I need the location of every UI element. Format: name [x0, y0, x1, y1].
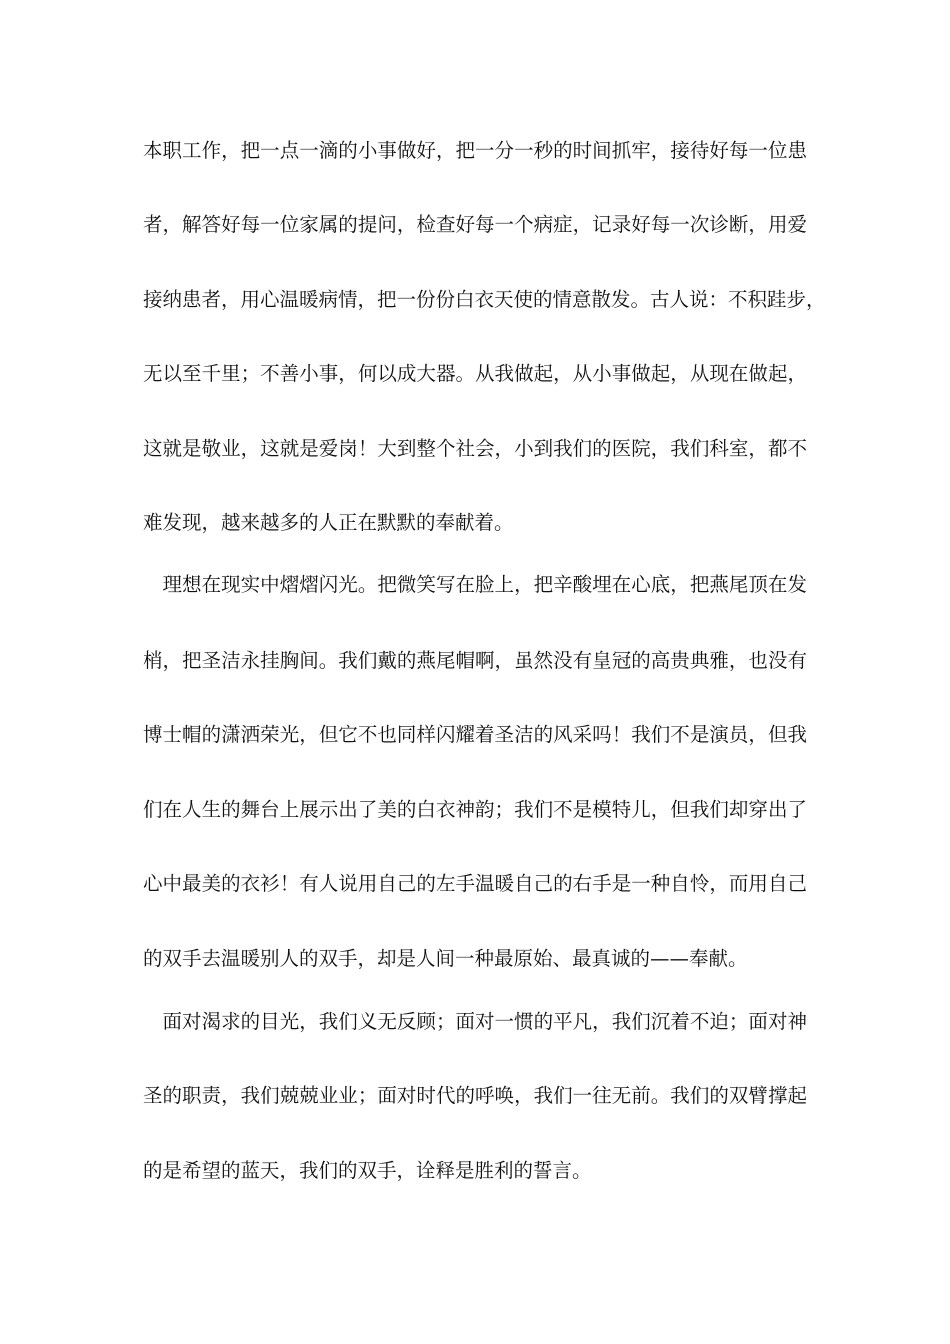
text-line: 博士帽的潇洒荣光，但它不也同样闪耀着圣洁的风采吗！我们不是演员，但我 — [143, 723, 807, 746]
text-line: 无以至千里；不善小事，何以成大器。从我做起，从小事做起，从现在做起， — [143, 362, 807, 385]
text-line: 的双手去温暖别人的双手，却是人间一种最原始、最真诚的——奉献。 — [143, 947, 748, 970]
text-line: 的是希望的蓝天，我们的双手，诠释是胜利的誓言。 — [143, 1159, 592, 1182]
text-line: 者，解答好每一位家属的提问，检查好每一个病症，记录好每一次诊断，用爱 — [143, 213, 807, 236]
text-line: 接纳患者，用心温暖病情，把一份份白衣天使的情意散发。古人说：不积跬步， — [143, 288, 826, 311]
text-line: 理想在现实中熠熠闪光。把微笑写在脸上，把辛酸埋在心底，把燕尾顶在发 — [143, 573, 807, 596]
text-line: 本职工作，把一点一滴的小事做好，把一分一秒的时间抓牢，接待好每一位患 — [143, 139, 807, 162]
text-line: 心中最美的衣衫！有人说用自己的左手温暖自己的右手是一种自怜，而用自己 — [143, 872, 807, 895]
text-line: 这就是敬业，这就是爱岗！大到整个社会，小到我们的医院，我们科室，都不 — [143, 437, 807, 460]
text-line: 面对渴求的目光，我们义无反顾；面对一惯的平凡，我们沉着不迫；面对神 — [143, 1010, 807, 1033]
text-line: 们在人生的舞台上展示出了美的白衣神韵；我们不是模特儿，但我们却穿出了 — [143, 798, 807, 821]
text-line: 难发现，越来越多的人正在默默的奉献着。 — [143, 511, 514, 534]
text-line: 圣的职责，我们兢兢业业；面对时代的呼唤，我们一往无前。我们的双臂撑起 — [143, 1084, 807, 1107]
text-line: 梢，把圣洁永挂胸间。我们戴的燕尾帽啊，虽然没有皇冠的高贵典雅，也没有 — [143, 649, 807, 672]
